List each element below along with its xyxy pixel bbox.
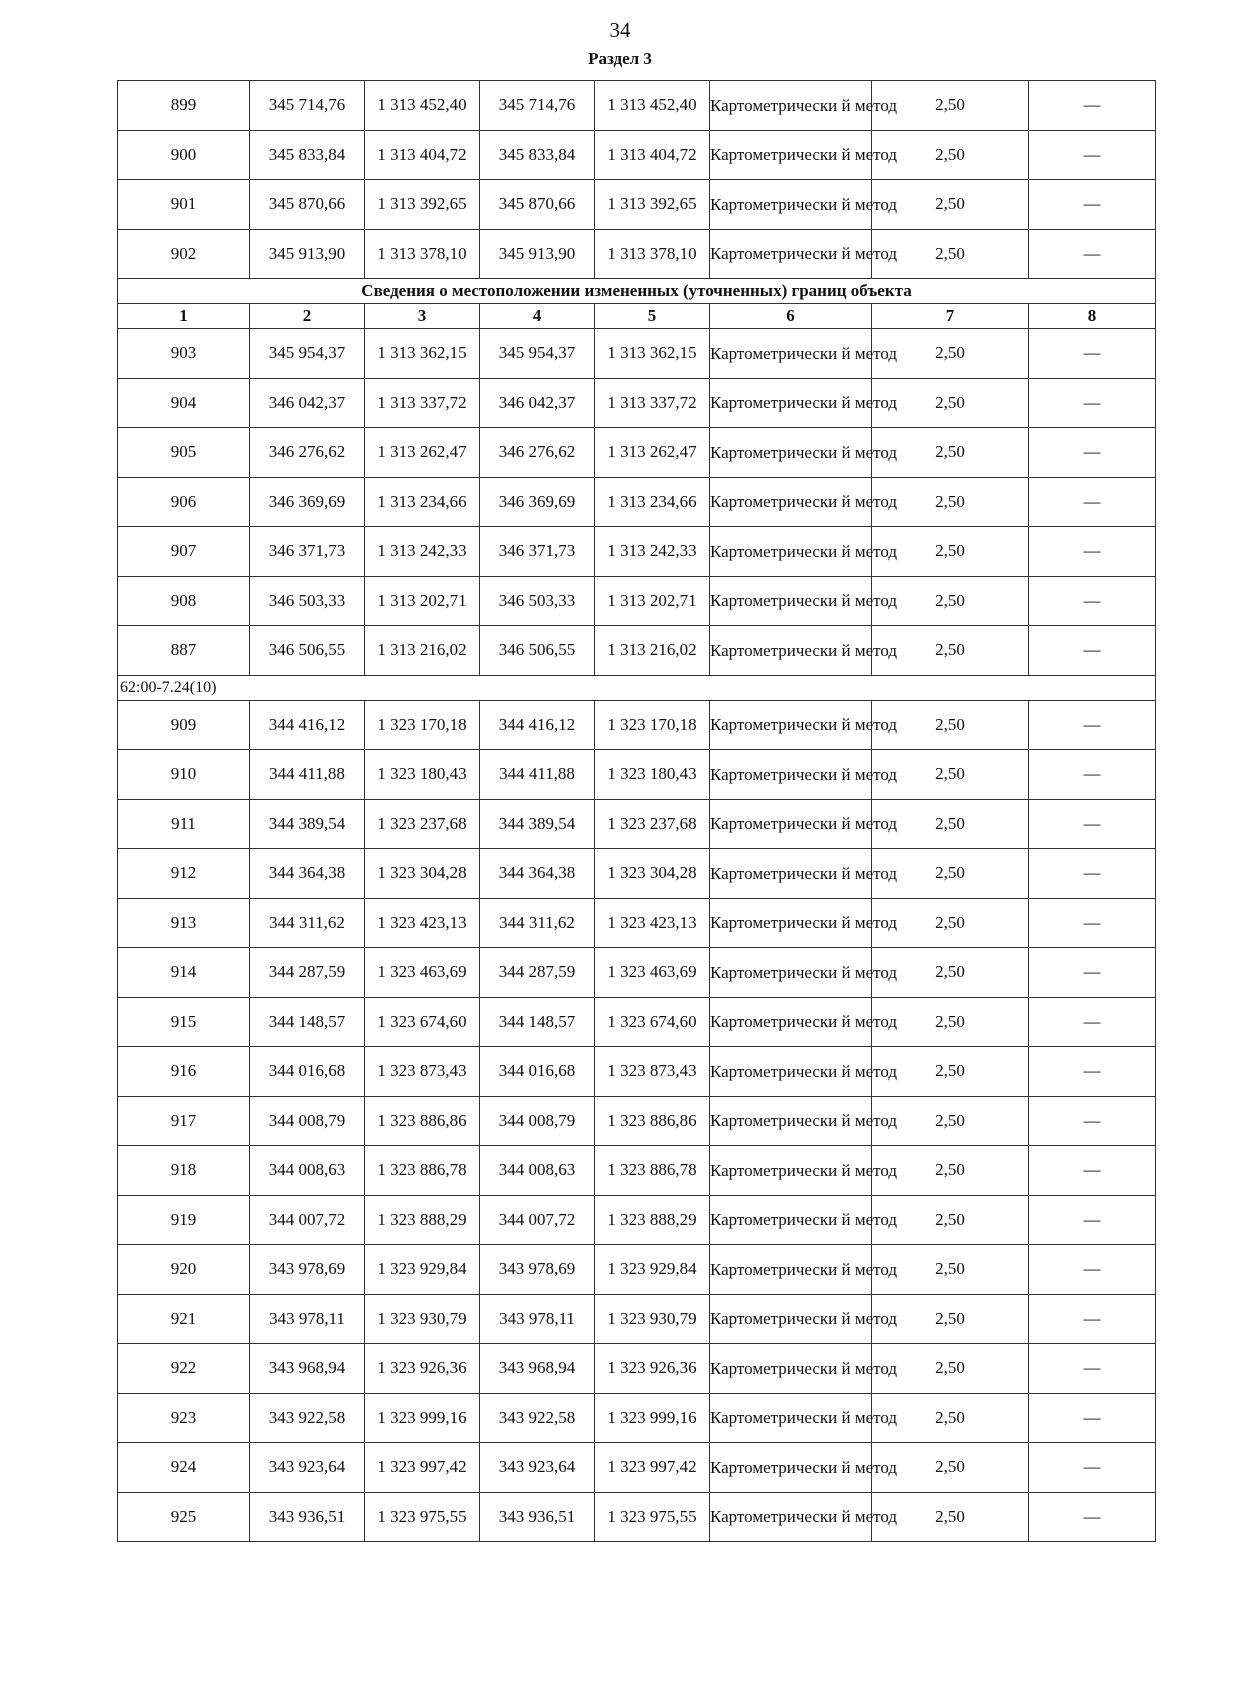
accuracy-cell: 2,50 [872,329,1029,379]
y-coordinate-refined-cell: 1 323 674,60 [595,997,710,1047]
point-number-cell: 906 [118,477,250,527]
point-number-cell: 923 [118,1393,250,1443]
y-coordinate-refined-cell: 1 323 999,16 [595,1393,710,1443]
point-number-cell: 909 [118,700,250,750]
y-coordinate-refined-cell: 1 323 304,28 [595,849,710,899]
method-cell: Картометрически й метод [710,180,872,230]
y-coordinate-existing-cell: 1 313 452,40 [365,81,480,131]
method-cell: Картометрически й метод [710,576,872,626]
method-cell: Картометрически й метод [710,1096,872,1146]
table-body [118,81,1156,1542]
note-cell: — [1029,428,1156,478]
table-row [118,750,1156,800]
x-coordinate-existing-cell: 343 968,94 [250,1344,365,1394]
y-coordinate-refined-cell: 1 323 886,78 [595,1146,710,1196]
accuracy-cell: 2,50 [872,477,1029,527]
note-cell: — [1029,799,1156,849]
x-coordinate-existing-cell: 345 913,90 [250,229,365,279]
x-coordinate-refined-cell: 343 922,58 [480,1393,595,1443]
y-coordinate-existing-cell: 1 313 234,66 [365,477,480,527]
table-row [118,849,1156,899]
method-cell: Картометрически й метод [710,997,872,1047]
parcel-label-row [118,675,1156,700]
y-coordinate-existing-cell: 1 323 423,13 [365,898,480,948]
point-number-cell: 901 [118,180,250,230]
table-row [118,1047,1156,1097]
y-coordinate-refined-cell: 1 313 202,71 [595,576,710,626]
table-row [118,626,1156,676]
x-coordinate-existing-cell: 346 369,69 [250,477,365,527]
note-cell: — [1029,1047,1156,1097]
point-number-cell: 911 [118,799,250,849]
table-row [118,527,1156,577]
point-number-cell: 903 [118,329,250,379]
point-number-cell: 921 [118,1294,250,1344]
method-cell: Картометрически й метод [710,477,872,527]
table-row [118,378,1156,428]
accuracy-cell: 2,50 [872,948,1029,998]
x-coordinate-refined-cell: 344 364,38 [480,849,595,899]
y-coordinate-existing-cell: 1 323 926,36 [365,1344,480,1394]
note-cell: — [1029,229,1156,279]
point-number-cell: 914 [118,948,250,998]
x-coordinate-refined-cell: 344 016,68 [480,1047,595,1097]
note-cell: — [1029,1096,1156,1146]
y-coordinate-refined-cell: 1 323 997,42 [595,1443,710,1493]
y-coordinate-refined-cell: 1 313 404,72 [595,130,710,180]
column-number-cell: 4 [480,304,595,329]
x-coordinate-refined-cell: 346 503,33 [480,576,595,626]
x-coordinate-existing-cell: 346 042,37 [250,378,365,428]
x-coordinate-refined-cell: 344 416,12 [480,700,595,750]
x-coordinate-existing-cell: 343 936,51 [250,1492,365,1542]
note-cell: — [1029,1344,1156,1394]
method-cell: Картометрически й метод [710,378,872,428]
x-coordinate-existing-cell: 343 923,64 [250,1443,365,1493]
table-row [118,898,1156,948]
point-number-cell: 907 [118,527,250,577]
x-coordinate-existing-cell: 344 287,59 [250,948,365,998]
section-heading-row [118,279,1156,304]
method-cell: Картометрически й метод [710,527,872,577]
x-coordinate-existing-cell: 343 922,58 [250,1393,365,1443]
table-row [118,180,1156,230]
table-row [118,576,1156,626]
parcel-label: 62:00-7.24(10) [118,675,1156,700]
y-coordinate-existing-cell: 1 323 873,43 [365,1047,480,1097]
y-coordinate-refined-cell: 1 313 216,02 [595,626,710,676]
x-coordinate-existing-cell: 344 007,72 [250,1195,365,1245]
y-coordinate-refined-cell: 1 313 242,33 [595,527,710,577]
note-cell: — [1029,130,1156,180]
table-row [118,428,1156,478]
x-coordinate-refined-cell: 344 311,62 [480,898,595,948]
x-coordinate-existing-cell: 346 506,55 [250,626,365,676]
note-cell: — [1029,1492,1156,1542]
y-coordinate-existing-cell: 1 323 930,79 [365,1294,480,1344]
accuracy-cell: 2,50 [872,229,1029,279]
accuracy-cell: 2,50 [872,527,1029,577]
table-row [118,997,1156,1047]
accuracy-cell: 2,50 [872,576,1029,626]
accuracy-cell: 2,50 [872,1195,1029,1245]
column-number-cell: 7 [872,304,1029,329]
accuracy-cell: 2,50 [872,1146,1029,1196]
point-number-cell: 919 [118,1195,250,1245]
y-coordinate-existing-cell: 1 313 378,10 [365,229,480,279]
accuracy-cell: 2,50 [872,700,1029,750]
x-coordinate-refined-cell: 343 936,51 [480,1492,595,1542]
accuracy-cell: 2,50 [872,1047,1029,1097]
table-row [118,130,1156,180]
table-row [118,229,1156,279]
y-coordinate-existing-cell: 1 323 674,60 [365,997,480,1047]
note-cell: — [1029,378,1156,428]
x-coordinate-refined-cell: 344 148,57 [480,997,595,1047]
x-coordinate-refined-cell: 346 369,69 [480,477,595,527]
x-coordinate-existing-cell: 343 978,69 [250,1245,365,1295]
note-cell: — [1029,1146,1156,1196]
column-number-cell: 5 [595,304,710,329]
y-coordinate-existing-cell: 1 323 888,29 [365,1195,480,1245]
column-number-cell: 6 [710,304,872,329]
table-row [118,1146,1156,1196]
x-coordinate-refined-cell: 344 389,54 [480,799,595,849]
x-coordinate-refined-cell: 344 007,72 [480,1195,595,1245]
y-coordinate-refined-cell: 1 313 362,15 [595,329,710,379]
method-cell: Картометрически й метод [710,1294,872,1344]
y-coordinate-existing-cell: 1 313 216,02 [365,626,480,676]
x-coordinate-existing-cell: 345 714,76 [250,81,365,131]
method-cell: Картометрически й метод [710,898,872,948]
x-coordinate-existing-cell: 344 148,57 [250,997,365,1047]
x-coordinate-refined-cell: 346 042,37 [480,378,595,428]
note-cell: — [1029,948,1156,998]
point-number-cell: 916 [118,1047,250,1097]
point-number-cell: 925 [118,1492,250,1542]
y-coordinate-refined-cell: 1 313 337,72 [595,378,710,428]
note-cell: — [1029,81,1156,131]
y-coordinate-refined-cell: 1 323 926,36 [595,1344,710,1394]
column-number-cell: 1 [118,304,250,329]
y-coordinate-existing-cell: 1 323 180,43 [365,750,480,800]
accuracy-cell: 2,50 [872,1393,1029,1443]
column-number-cell: 2 [250,304,365,329]
table-row [118,1344,1156,1394]
method-cell: Картометрически й метод [710,130,872,180]
y-coordinate-refined-cell: 1 313 452,40 [595,81,710,131]
table-row [118,1195,1156,1245]
y-coordinate-existing-cell: 1 313 262,47 [365,428,480,478]
note-cell: — [1029,1294,1156,1344]
point-number-cell: 904 [118,378,250,428]
x-coordinate-refined-cell: 344 287,59 [480,948,595,998]
accuracy-cell: 2,50 [872,1492,1029,1542]
point-number-cell: 912 [118,849,250,899]
y-coordinate-existing-cell: 1 313 242,33 [365,527,480,577]
table-row [118,948,1156,998]
accuracy-cell: 2,50 [872,1344,1029,1394]
note-cell: — [1029,329,1156,379]
column-number-row [118,304,1156,329]
table-row [118,477,1156,527]
point-number-cell: 917 [118,1096,250,1146]
x-coordinate-existing-cell: 344 008,63 [250,1146,365,1196]
x-coordinate-existing-cell: 344 411,88 [250,750,365,800]
y-coordinate-refined-cell: 1 313 392,65 [595,180,710,230]
x-coordinate-existing-cell: 343 978,11 [250,1294,365,1344]
point-number-cell: 887 [118,626,250,676]
point-number-cell: 908 [118,576,250,626]
x-coordinate-existing-cell: 345 870,66 [250,180,365,230]
point-number-cell: 918 [118,1146,250,1196]
method-cell: Картометрически й метод [710,329,872,379]
note-cell: — [1029,626,1156,676]
method-cell: Картометрически й метод [710,428,872,478]
x-coordinate-refined-cell: 345 870,66 [480,180,595,230]
y-coordinate-existing-cell: 1 323 304,28 [365,849,480,899]
y-coordinate-refined-cell: 1 323 888,29 [595,1195,710,1245]
note-cell: — [1029,750,1156,800]
point-number-cell: 924 [118,1443,250,1493]
y-coordinate-refined-cell: 1 323 463,69 [595,948,710,998]
table-row [118,1096,1156,1146]
y-coordinate-existing-cell: 1 323 886,86 [365,1096,480,1146]
y-coordinate-existing-cell: 1 313 362,15 [365,329,480,379]
y-coordinate-existing-cell: 1 323 886,78 [365,1146,480,1196]
page-number: 34 [609,18,631,42]
method-cell: Картометрически й метод [710,700,872,750]
y-coordinate-existing-cell: 1 323 997,42 [365,1443,480,1493]
x-coordinate-existing-cell: 346 503,33 [250,576,365,626]
table-row [118,700,1156,750]
point-number-cell: 902 [118,229,250,279]
coordinates-table [117,80,1156,1542]
x-coordinate-refined-cell: 345 913,90 [480,229,595,279]
x-coordinate-refined-cell: 343 978,11 [480,1294,595,1344]
x-coordinate-refined-cell: 345 714,76 [480,81,595,131]
point-number-cell: 910 [118,750,250,800]
accuracy-cell: 2,50 [872,428,1029,478]
y-coordinate-refined-cell: 1 323 180,43 [595,750,710,800]
point-number-cell: 913 [118,898,250,948]
note-cell: — [1029,527,1156,577]
accuracy-cell: 2,50 [872,130,1029,180]
point-number-cell: 915 [118,997,250,1047]
method-cell: Картометрически й метод [710,1393,872,1443]
method-cell: Картометрически й метод [710,1443,872,1493]
y-coordinate-refined-cell: 1 323 423,13 [595,898,710,948]
method-cell: Картометрически й метод [710,750,872,800]
accuracy-cell: 2,50 [872,898,1029,948]
accuracy-cell: 2,50 [872,81,1029,131]
method-cell: Картометрически й метод [710,948,872,998]
y-coordinate-existing-cell: 1 313 404,72 [365,130,480,180]
x-coordinate-refined-cell: 344 008,63 [480,1146,595,1196]
point-number-cell: 900 [118,130,250,180]
note-cell: — [1029,997,1156,1047]
method-cell: Картометрически й метод [710,81,872,131]
x-coordinate-existing-cell: 345 833,84 [250,130,365,180]
note-cell: — [1029,180,1156,230]
x-coordinate-existing-cell: 346 371,73 [250,527,365,577]
note-cell: — [1029,700,1156,750]
y-coordinate-existing-cell: 1 313 392,65 [365,180,480,230]
x-coordinate-refined-cell: 343 968,94 [480,1344,595,1394]
note-cell: — [1029,576,1156,626]
y-coordinate-refined-cell: 1 323 886,86 [595,1096,710,1146]
y-coordinate-refined-cell: 1 323 170,18 [595,700,710,750]
point-number-cell: 899 [118,81,250,131]
y-coordinate-refined-cell: 1 323 975,55 [595,1492,710,1542]
y-coordinate-existing-cell: 1 313 337,72 [365,378,480,428]
table-row [118,1492,1156,1542]
accuracy-cell: 2,50 [872,1443,1029,1493]
x-coordinate-refined-cell: 344 411,88 [480,750,595,800]
accuracy-cell: 2,50 [872,849,1029,899]
y-coordinate-existing-cell: 1 323 463,69 [365,948,480,998]
y-coordinate-refined-cell: 1 323 929,84 [595,1245,710,1295]
accuracy-cell: 2,50 [872,1294,1029,1344]
y-coordinate-refined-cell: 1 313 234,66 [595,477,710,527]
y-coordinate-existing-cell: 1 323 999,16 [365,1393,480,1443]
note-cell: — [1029,1393,1156,1443]
y-coordinate-refined-cell: 1 323 237,68 [595,799,710,849]
accuracy-cell: 2,50 [872,799,1029,849]
y-coordinate-existing-cell: 1 313 202,71 [365,576,480,626]
accuracy-cell: 2,50 [872,750,1029,800]
x-coordinate-refined-cell: 346 371,73 [480,527,595,577]
method-cell: Картометрически й метод [710,799,872,849]
x-coordinate-refined-cell: 344 008,79 [480,1096,595,1146]
x-coordinate-existing-cell: 344 364,38 [250,849,365,899]
x-coordinate-refined-cell: 343 923,64 [480,1443,595,1493]
x-coordinate-refined-cell: 346 276,62 [480,428,595,478]
table-row [118,1245,1156,1295]
method-cell: Картометрически й метод [710,626,872,676]
section-heading: Сведения о местоположении измененных (уточненных) границ объекта [118,279,1156,304]
y-coordinate-refined-cell: 1 313 378,10 [595,229,710,279]
table-row [118,1443,1156,1493]
table-row [118,1393,1156,1443]
x-coordinate-existing-cell: 344 016,68 [250,1047,365,1097]
note-cell: — [1029,849,1156,899]
table-row [118,329,1156,379]
accuracy-cell: 2,50 [872,1245,1029,1295]
table-row [118,1294,1156,1344]
accuracy-cell: 2,50 [872,378,1029,428]
note-cell: — [1029,1443,1156,1493]
x-coordinate-existing-cell: 344 311,62 [250,898,365,948]
x-coordinate-refined-cell: 345 954,37 [480,329,595,379]
column-number-cell: 8 [1029,304,1156,329]
method-cell: Картометрически й метод [710,1344,872,1394]
accuracy-cell: 2,50 [872,180,1029,230]
x-coordinate-existing-cell: 346 276,62 [250,428,365,478]
accuracy-cell: 2,50 [872,1096,1029,1146]
y-coordinate-existing-cell: 1 323 975,55 [365,1492,480,1542]
y-coordinate-existing-cell: 1 323 237,68 [365,799,480,849]
method-cell: Картометрически й метод [710,1047,872,1097]
y-coordinate-refined-cell: 1 313 262,47 [595,428,710,478]
point-number-cell: 905 [118,428,250,478]
point-number-cell: 922 [118,1344,250,1394]
y-coordinate-existing-cell: 1 323 929,84 [365,1245,480,1295]
accuracy-cell: 2,50 [872,997,1029,1047]
y-coordinate-existing-cell: 1 323 170,18 [365,700,480,750]
table-row [118,81,1156,131]
x-coordinate-existing-cell: 344 416,12 [250,700,365,750]
note-cell: — [1029,898,1156,948]
method-cell: Картометрически й метод [710,1195,872,1245]
x-coordinate-refined-cell: 346 506,55 [480,626,595,676]
method-cell: Картометрически й метод [710,1245,872,1295]
method-cell: Картометрически й метод [710,1146,872,1196]
x-coordinate-refined-cell: 345 833,84 [480,130,595,180]
x-coordinate-existing-cell: 345 954,37 [250,329,365,379]
point-number-cell: 920 [118,1245,250,1295]
note-cell: — [1029,1245,1156,1295]
x-coordinate-existing-cell: 344 389,54 [250,799,365,849]
note-cell: — [1029,1195,1156,1245]
method-cell: Картометрически й метод [710,229,872,279]
accuracy-cell: 2,50 [872,626,1029,676]
x-coordinate-refined-cell: 343 978,69 [480,1245,595,1295]
section-title: Раздел 3 [588,49,652,68]
y-coordinate-refined-cell: 1 323 930,79 [595,1294,710,1344]
column-number-cell: 3 [365,304,480,329]
y-coordinate-refined-cell: 1 323 873,43 [595,1047,710,1097]
x-coordinate-existing-cell: 344 008,79 [250,1096,365,1146]
note-cell: — [1029,477,1156,527]
table-row [118,799,1156,849]
method-cell: Картометрически й метод [710,849,872,899]
method-cell: Картометрически й метод [710,1492,872,1542]
